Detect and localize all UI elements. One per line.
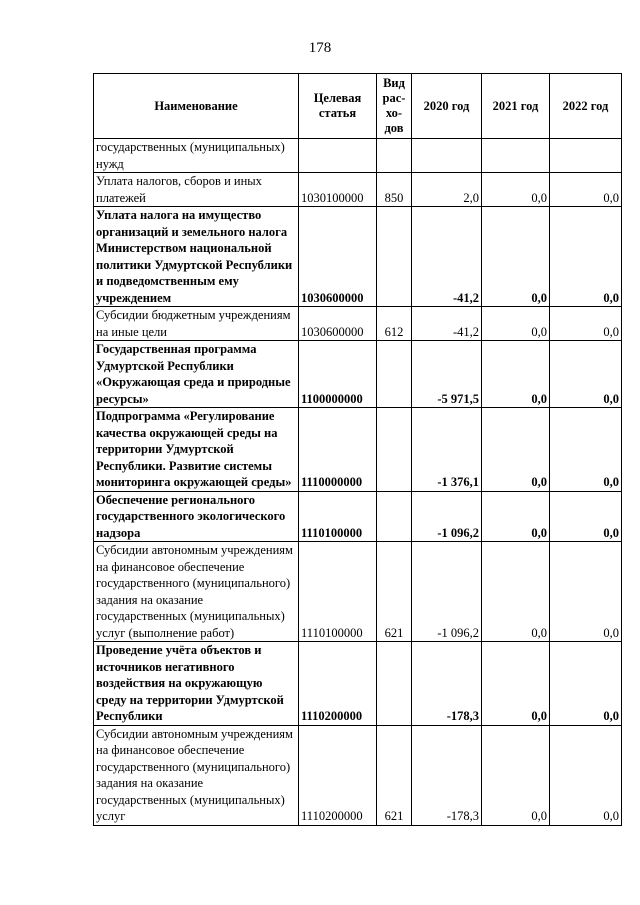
header-code: Целевая статья bbox=[299, 74, 377, 139]
cell-2021: 0,0 bbox=[482, 307, 550, 341]
header-2022: 2022 год bbox=[550, 74, 622, 139]
cell-name: Субсидии бюджетным учреждениям на иные цели bbox=[94, 307, 299, 341]
cell-code: 1030600000 bbox=[299, 207, 377, 307]
cell-2022: 0,0 bbox=[550, 341, 622, 408]
cell-2020: -178,3 bbox=[412, 725, 482, 825]
cell-2020: -178,3 bbox=[412, 642, 482, 726]
cell-code: 1110200000 bbox=[299, 725, 377, 825]
table-row bbox=[94, 307, 622, 341]
cell-2020: -1 376,1 bbox=[412, 408, 482, 492]
table-row bbox=[94, 408, 622, 492]
cell-name: Уплата налога на имущество организаций и земельного налога Министерством национальной политики Удмуртской Республики и подведомственным ему учреждением bbox=[94, 207, 299, 307]
cell-2022: 0,0 bbox=[550, 173, 622, 207]
table-row bbox=[94, 642, 622, 726]
cell-vid: 621 bbox=[377, 725, 412, 825]
cell-2021: 0,0 bbox=[482, 173, 550, 207]
cell-code bbox=[299, 139, 377, 173]
page-number: 178 bbox=[308, 40, 332, 56]
cell-2022: 0,0 bbox=[550, 542, 622, 642]
table-body bbox=[94, 139, 622, 826]
cell-vid bbox=[377, 207, 412, 307]
cell-code: 1030100000 bbox=[299, 173, 377, 207]
cell-2020 bbox=[412, 139, 482, 173]
table-row bbox=[94, 542, 622, 642]
table-row bbox=[94, 725, 622, 825]
cell-2020: -41,2 bbox=[412, 307, 482, 341]
cell-2022 bbox=[550, 139, 622, 173]
table-row bbox=[94, 173, 622, 207]
cell-code: 1110100000 bbox=[299, 542, 377, 642]
table-row bbox=[94, 341, 622, 408]
header-name: Наименование bbox=[94, 74, 299, 139]
cell-2021 bbox=[482, 139, 550, 173]
cell-2020: -1 096,2 bbox=[412, 542, 482, 642]
cell-code: 1110100000 bbox=[299, 491, 377, 542]
budget-table bbox=[93, 73, 622, 826]
cell-vid bbox=[377, 341, 412, 408]
cell-name: Проведение учёта объектов и источников негативного воздействия на окружающую среду на территории Удмуртской Республики bbox=[94, 642, 299, 726]
cell-2020: 2,0 bbox=[412, 173, 482, 207]
cell-vid bbox=[377, 139, 412, 173]
cell-code: 1110200000 bbox=[299, 642, 377, 726]
cell-2020: -1 096,2 bbox=[412, 491, 482, 542]
cell-code: 1100000000 bbox=[299, 341, 377, 408]
cell-2021: 0,0 bbox=[482, 642, 550, 726]
cell-2022: 0,0 bbox=[550, 642, 622, 726]
header-2020: 2020 год bbox=[412, 74, 482, 139]
cell-2021: 0,0 bbox=[482, 408, 550, 492]
cell-2022: 0,0 bbox=[550, 725, 622, 825]
cell-vid: 850 bbox=[377, 173, 412, 207]
cell-2020: -41,2 bbox=[412, 207, 482, 307]
table-row bbox=[94, 491, 622, 542]
cell-2021: 0,0 bbox=[482, 491, 550, 542]
cell-2022: 0,0 bbox=[550, 207, 622, 307]
cell-name: Государственная программа Удмуртской Республики «Окружающая среда и природные ресурсы» bbox=[94, 341, 299, 408]
cell-vid bbox=[377, 491, 412, 542]
cell-name: Субсидии автономным учреждениям на финансовое обеспечение государственного (муниципального) задания на оказание государственных (муниципальных) услуг bbox=[94, 725, 299, 825]
cell-2021: 0,0 bbox=[482, 725, 550, 825]
cell-2022: 0,0 bbox=[550, 491, 622, 542]
cell-2021: 0,0 bbox=[482, 341, 550, 408]
cell-2020: -5 971,5 bbox=[412, 341, 482, 408]
cell-name: Подпрограмма «Регулирование качества окружающей среды на территории Удмуртской Республики. Развитие системы мониторинга окружающей среды» bbox=[94, 408, 299, 492]
cell-name: государственных (муниципальных) нужд bbox=[94, 139, 299, 173]
cell-2022: 0,0 bbox=[550, 307, 622, 341]
table-row bbox=[94, 207, 622, 307]
cell-name: Субсидии автономным учреждениям на финансовое обеспечение государственного (муниципального) задания на оказание государственных (муниципальных) услуг (выполнение работ) bbox=[94, 542, 299, 642]
cell-2022: 0,0 bbox=[550, 408, 622, 492]
cell-vid bbox=[377, 408, 412, 492]
cell-vid: 621 bbox=[377, 542, 412, 642]
header-vid: Вид рас-хо-дов bbox=[377, 74, 412, 139]
header-2021: 2021 год bbox=[482, 74, 550, 139]
table-row bbox=[94, 139, 622, 173]
table-header-row bbox=[94, 74, 622, 139]
cell-name: Обеспечение регионального государственного экологического надзора bbox=[94, 491, 299, 542]
cell-name: Уплата налогов, сборов и иных платежей bbox=[94, 173, 299, 207]
cell-code: 1030600000 bbox=[299, 307, 377, 341]
cell-code: 1110000000 bbox=[299, 408, 377, 492]
cell-2021: 0,0 bbox=[482, 207, 550, 307]
cell-vid: 612 bbox=[377, 307, 412, 341]
cell-2021: 0,0 bbox=[482, 542, 550, 642]
cell-vid bbox=[377, 642, 412, 726]
